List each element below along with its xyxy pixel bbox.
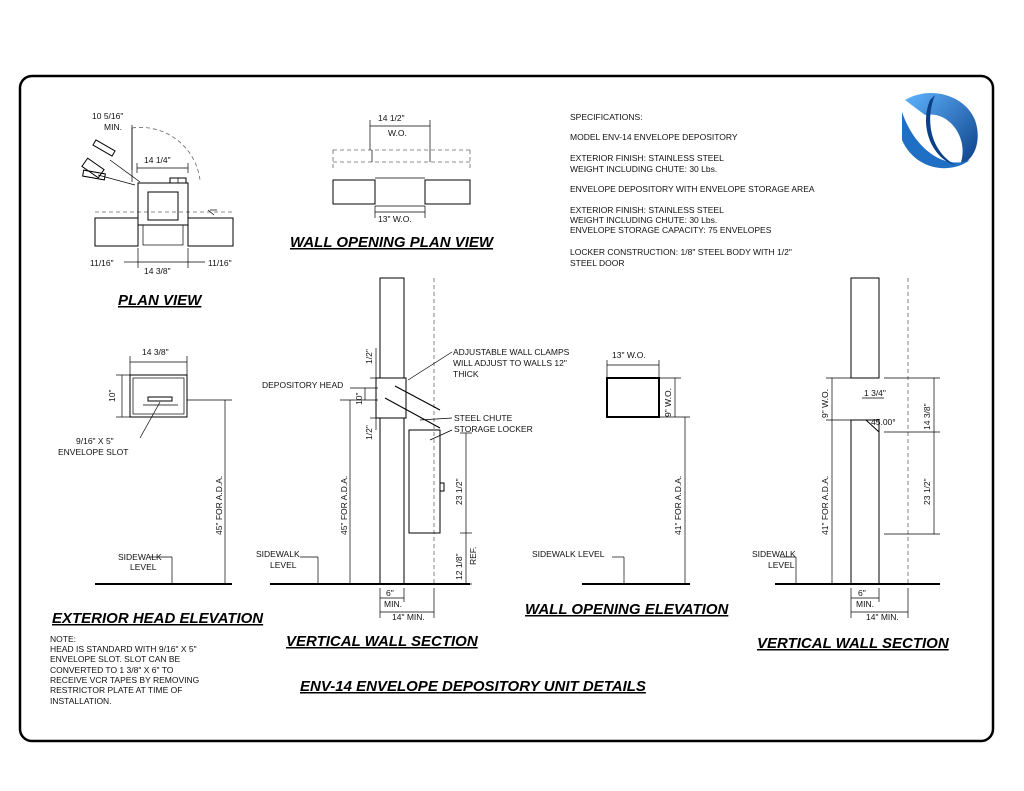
section2-dim-6: 6" <box>858 588 866 598</box>
section1-dim-14: 14" MIN. <box>392 612 425 622</box>
section1-ada: 45" FOR A.D.A. <box>339 475 349 535</box>
wall-elev-dim-height: 9" W.O. <box>663 388 673 417</box>
section2-ada: 41" FOR A.D.A. <box>820 475 830 535</box>
wall-elev-sidewalk: SIDEWALK LEVEL <box>532 549 605 559</box>
plan-dim-top: 10 5/16" <box>92 111 124 121</box>
note-block <box>50 634 199 706</box>
section2-dim-2312: 23 1/2" <box>922 478 932 505</box>
title-vertical-wall-section-1: VERTICAL WALL SECTION <box>286 633 478 650</box>
head-sidewalk-1: SIDEWALK <box>118 552 162 562</box>
section1-dim-23: 23 1/2" <box>454 478 464 505</box>
wall-elev-ada: 41" FOR A.D.A. <box>673 475 683 535</box>
vertical-wall-section-2-drawing <box>775 278 940 618</box>
note-line-6: INSTALLATION. <box>50 696 112 706</box>
head-sidewalk-2: LEVEL <box>130 562 157 572</box>
title-exterior-head-elevation: EXTERIOR HEAD ELEVATION <box>52 610 264 627</box>
spec-capacity: ENVELOPE STORAGE CAPACITY: 75 ENVELOPES <box>570 225 772 235</box>
section1-dim-12: 12 1/8" <box>454 553 464 580</box>
main-title: ENV-14 ENVELOPE DEPOSITORY UNIT DETAILS <box>300 678 646 695</box>
note-line-4: RECEIVE VCR TAPES BY REMOVING <box>50 675 200 685</box>
spec-weight-1: WEIGHT INCLUDING CHUTE: 30 Lbs. <box>570 164 718 174</box>
wall-plan-dim-top-wo: W.O. <box>388 128 407 138</box>
note-line-5: RESTRICTOR PLATE AT TIME OF <box>50 685 183 695</box>
spec-finish-1: EXTERIOR FINISH: STAINLESS STEEL <box>570 153 724 163</box>
head-slot-1: 9/16" X 5" <box>76 436 114 446</box>
head-ada: 45" FOR A.D.A. <box>214 475 224 535</box>
vertical-wall-section-1-drawing <box>270 278 472 618</box>
spec-weight-2: WEIGHT INCLUDING CHUTE: 30 Lbs. <box>570 215 718 225</box>
plan-view-drawing <box>82 125 233 268</box>
note-line-2: ENVELOPE SLOT. SLOT CAN BE <box>50 654 181 664</box>
specifications-block <box>570 112 815 268</box>
section1-sidewalk-1: SIDEWALK <box>256 549 300 559</box>
section2-sidewalk-2: LEVEL <box>768 560 795 570</box>
spec-heading: SPECIFICATIONS: <box>570 112 643 122</box>
section1-dim-6-min: MIN. <box>384 599 402 609</box>
wall-plan-dim-top: 14 1/2" <box>378 113 405 123</box>
section2-angle: 45.00° <box>871 417 896 427</box>
wall-plan-dim-bottom: 13" W.O. <box>378 214 412 224</box>
plan-dim-width: 14 1/4" <box>144 155 171 165</box>
section1-ref: REF. <box>468 546 478 565</box>
spec-finish-2: EXTERIOR FINISH: STAINLESS STEEL <box>570 205 724 215</box>
plan-dim-left: 11/16" <box>90 258 114 268</box>
plan-dim-right: 11/16" <box>208 258 232 268</box>
plan-dim-top-min: MIN. <box>104 122 122 132</box>
head-dim-height: 10" <box>107 389 117 402</box>
spec-locker-1: LOCKER CONSTRUCTION: 1/8" STEEL BODY WITH 1/2" <box>570 247 792 257</box>
wall-elev-dim-width: 13" W.O. <box>612 350 646 360</box>
spec-storage-heading: ENVELOPE DEPOSITORY WITH ENVELOPE STORAGE AREA <box>570 184 815 194</box>
section1-clamps-2: WILL ADJUST TO WALLS 12" <box>453 358 567 368</box>
title-vertical-wall-section-2: VERTICAL WALL SECTION <box>757 635 949 652</box>
section1-clamps-3: THICK <box>453 369 479 379</box>
spec-locker-2: STEEL DOOR <box>570 258 625 268</box>
plan-dim-bottom: 14 3/8" <box>144 266 171 276</box>
section1-dim-6: 6" <box>386 588 394 598</box>
note-line-3: CONVERTED TO 1 3/8" X 6" TO <box>50 665 174 675</box>
title-plan-view: PLAN VIEW <box>118 292 202 309</box>
section2-sidewalk-1: SIDEWALK <box>752 549 796 559</box>
head-slot-2: ENVELOPE SLOT <box>58 447 129 457</box>
section2-dim-14: 14" MIN. <box>866 612 899 622</box>
note-line-1: HEAD IS STANDARD WITH 9/16" X 5" <box>50 644 197 654</box>
section1-dim-half-top: 1/2" <box>364 349 374 364</box>
head-dim-width: 14 3/8" <box>142 347 169 357</box>
section2-dim-134: 1 3/4" <box>864 388 886 398</box>
section1-dim-ten: 10" <box>354 392 364 405</box>
spec-model: MODEL ENV-14 ENVELOPE DEPOSITORY <box>570 132 738 142</box>
title-wall-opening-elevation: WALL OPENING ELEVATION <box>525 601 729 618</box>
section1-sidewalk-2: LEVEL <box>270 560 297 570</box>
section2-dim-1438: 14 3/8" <box>922 403 932 430</box>
section1-storage-locker: STORAGE LOCKER <box>454 424 533 434</box>
section2-dim-wo: 9" W.O. <box>820 389 830 418</box>
section1-steel-chute: STEEL CHUTE <box>454 413 513 423</box>
company-logo-icon <box>902 93 978 168</box>
title-wall-opening-plan-view: WALL OPENING PLAN VIEW <box>290 234 494 251</box>
section2-dim-6-min: MIN. <box>856 599 874 609</box>
section1-depository-head: DEPOSITORY HEAD <box>262 380 344 390</box>
section1-dim-half-bot: 1/2" <box>364 425 374 440</box>
note-heading: NOTE: <box>50 634 76 644</box>
section1-clamps-1: ADJUSTABLE WALL CLAMPS <box>453 347 570 357</box>
